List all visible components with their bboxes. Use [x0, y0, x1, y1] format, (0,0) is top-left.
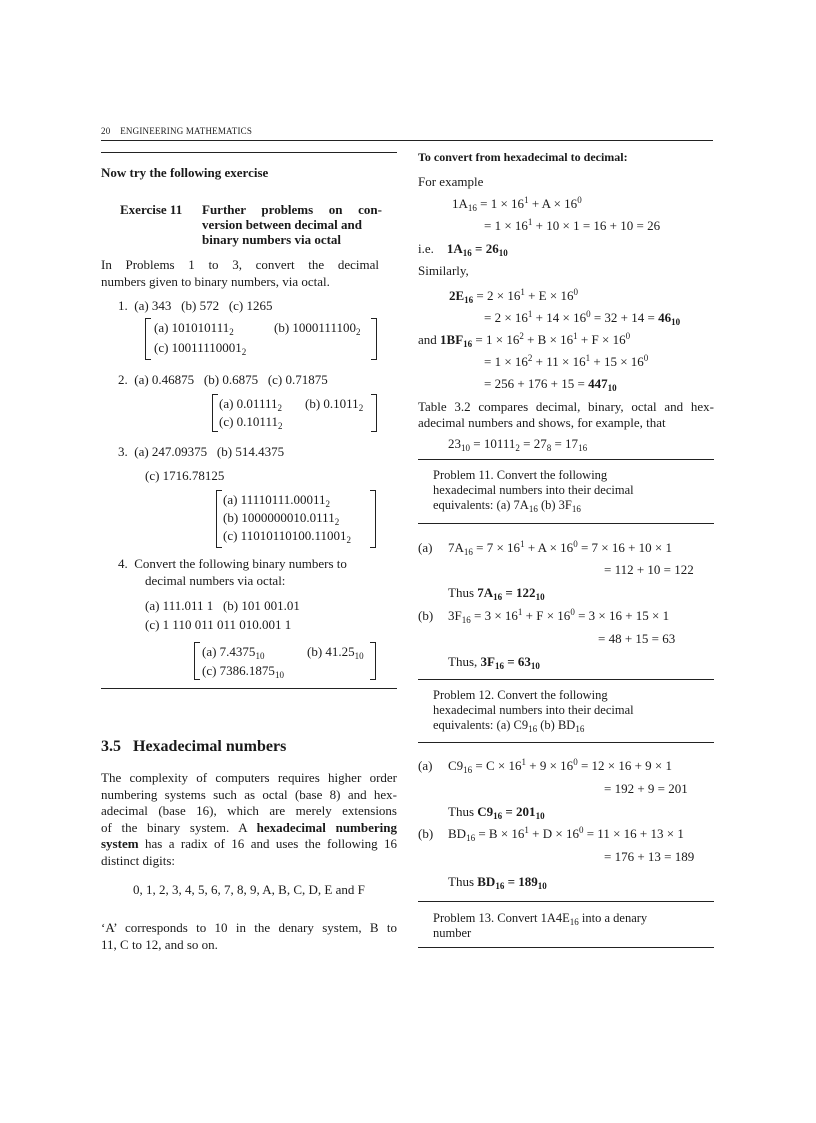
problem-11-bottom-rule [418, 523, 714, 524]
body-line: The complexity of computers requires higher order [101, 770, 397, 785]
equation-3f16-result: Thus, $3F_{16} = 63_{10}$ [448, 654, 540, 671]
running-title: ENGINEERING MATHEMATICS [120, 126, 253, 136]
answer-2b: (b) $0.1011_2$ [305, 396, 364, 413]
exercise-title-line: Further problems on con- [202, 202, 382, 217]
equation-bd16-result: Thus $BD_{16} = 189_{10}$ [448, 874, 547, 891]
equation-bd16: $BD_{16} = B \times 16^1 + D \times 16^0 = 11 \times 16 + 13 \times 1$ [448, 825, 684, 843]
exercise-problem-4: 4. Convert the following binary numbers to [118, 556, 347, 571]
equation-1bf16-result: = $256 + 176 + 15 = 447_{10}$ [484, 376, 617, 393]
answer-2c: (c) $0.10111_2$ [219, 414, 283, 431]
exercise-problem-3: 3. (a) 247.09375 (b) 514.4375 [118, 444, 285, 459]
answer-2a: (a) $0.01111_2$ [219, 396, 282, 413]
exercise-top-rule [101, 152, 397, 153]
answer-bracket-1 [145, 318, 377, 360]
problem-line: Problem 11. Convert the following [433, 468, 608, 482]
answer-bracket-3 [216, 490, 376, 548]
label-b: (b) [418, 608, 434, 623]
exercise-bottom-rule [101, 688, 397, 689]
convert-heading: To convert from hexadecimal to decimal: [418, 150, 628, 164]
body-line: ‘A’ corresponds to 10 in the denary system, B to [101, 920, 397, 935]
equation-2e16: $2E_{16} = 2 \times 16^1 + E \times 16^0$ [449, 287, 578, 305]
equation-bd16-step: = 176 + 13 = 189 [604, 849, 695, 864]
exercise-problem-4-line: decimal numbers via octal: [145, 573, 286, 588]
closing-paragraph [101, 920, 397, 953]
answer-4c: (c) $7386.1875_{10}$ [202, 663, 284, 680]
equation-c916: $C9_{16} = C \times 16^1 + 9 \times 16^0 = 12 \times 16 + 9 \times 1$ [448, 757, 673, 775]
problem-line: equivalents: (a) $7A_{16}$ (b) $3F_{16}$ [433, 498, 581, 514]
intro-line: numbers given to binary numbers, via octal. [101, 274, 330, 289]
section-title: Hexadecimal numbers [133, 738, 287, 755]
exercise-problem-2: 2. (a) 0.46875 (b) 0.6875 (c) 0.71875 [118, 372, 328, 387]
for-example: For example [418, 174, 484, 189]
page-number: 20 [101, 126, 111, 136]
equation-23-example: $23_{10} = 10111_2 = 27_8 = 17_{16}$ [448, 436, 588, 453]
section-body [101, 770, 397, 869]
exercise-title-line: binary numbers via octal [202, 232, 342, 247]
answer-1a: (a) $101010111_2$ [154, 320, 234, 337]
body-line: numbering systems such as octal (base 8) and hex- [101, 786, 397, 802]
label-a: (a) [418, 758, 433, 773]
exercise-label: Exercise 11 [120, 202, 183, 217]
problem-11-top-rule [418, 459, 714, 460]
problem-line: Problem 13. Convert $1A4E_{16}$ into a denary [433, 911, 648, 927]
equation-2e16-step: = $2 \times 16^1 + 14 \times 16^0 = 32 + 14 = 46_{10}$ [484, 309, 681, 327]
problem-13-bottom-rule [418, 947, 714, 948]
equation-1bf16: and $1BF_{16} = 1 \times 16^2 + B \times 16^1 + F \times 16^0$ [418, 331, 631, 349]
equation-3f16: $3F_{16} = 3 \times 16^1 + F \times 16^0 = 3 \times 16 + 15 \times 1$ [448, 607, 670, 625]
exercise-problem-4-line: (a) 111.011 1 (b) 101 001.01 [145, 598, 300, 613]
answer-4b: (b) $41.25_{10}$ [307, 644, 364, 661]
problem-12-bottom-rule [418, 742, 714, 743]
equation-3f16-step: = 48 + 15 = 63 [598, 631, 676, 646]
body-line: Table 3.2 compares decimal, binary, octal and hex- [418, 399, 714, 414]
body-line: system has a radix of 16 and uses the following 16 [101, 836, 397, 851]
equation-7a16: $7A_{16} = 7 \times 16^1 + A \times 16^0 = 7 \times 16 + 10 \times 1$ [448, 539, 673, 557]
problem-13-statement [433, 911, 703, 941]
problem-11-statement [433, 468, 703, 513]
answer-bracket-4 [194, 642, 376, 680]
equation-1a16-step: = $1 \times 16^1 + 10 \times 1 = 16 + 10 = 26$ [484, 217, 661, 233]
intro-line: In Problems 1 to 3, convert the decimal [101, 257, 379, 272]
equation-7a16-step: = 112 + 10 = 122 [604, 562, 694, 577]
running-header [101, 126, 252, 136]
answer-3a: (a) $11110111.00011_2$ [223, 492, 331, 509]
answer-1b: (b) $1000111100_2$ [274, 320, 361, 337]
similarly: Similarly, [418, 263, 469, 278]
problem-line: number [433, 926, 472, 940]
table-reference [418, 399, 714, 431]
equation-1bf16-step: = $1 \times 16^2 + 11 \times 16^1 + 15 \times 16^0$ [484, 353, 649, 369]
problem-line: equivalents: (a) $C9_{16}$ (b) $BD_{16}$ [433, 718, 585, 734]
exercise-heading: Now try the following exercise [101, 165, 269, 180]
body-line: adecimal numbers and shows, for example, that [418, 415, 666, 430]
exercise-intro [101, 256, 397, 290]
problem-13-top-rule [418, 901, 714, 902]
problem-12-top-rule [418, 679, 714, 680]
body-line: distinct digits: [101, 852, 176, 868]
section-heading [101, 738, 286, 756]
problem-line: hexadecimal numbers into their decimal [433, 483, 634, 497]
equation-7a16-result: Thus $7A_{16} = 122_{10}$ [448, 585, 545, 602]
problem-12-statement [433, 688, 703, 733]
equation-1a16: $1A_{16} = 1 \times 16^1 + A \times 16^0$ [452, 195, 582, 213]
exercise-title-line: version between decimal and [202, 217, 362, 232]
label-b: (b) [418, 826, 434, 841]
exercise-problem-4-line: (c) 1 110 011 011 010.001 1 [145, 617, 292, 632]
label-a: (a) [418, 540, 433, 555]
body-line: 11, C to 12, and so on. [101, 936, 218, 952]
exercise-problem-1: 1. (a) 343 (b) 572 (c) 1265 [118, 298, 273, 313]
answer-1c: (c) $10011110001_2$ [154, 340, 247, 357]
body-line: adecimal (base 16), which are merely extensions [101, 803, 397, 818]
problem-line: hexadecimal numbers into their decimal [433, 703, 634, 717]
section-number: 3.5 [101, 738, 121, 755]
answer-4a: (a) $7.4375_{10}$ [202, 644, 265, 661]
answer-3c: (c) $11010110100.11001_2$ [223, 528, 351, 545]
header-rule [101, 140, 713, 141]
exercise-problem-3c: (c) 1716.78125 [145, 468, 225, 483]
equation-1a16-result: i.e. $1A_{16} = 26_{10}$ [418, 241, 508, 258]
answer-3b: (b) $1000000010.0111_2$ [223, 510, 340, 527]
equation-c916-result: Thus $C9_{16} = 201_{10}$ [448, 804, 545, 821]
problem-line: Problem 12. Convert the following [433, 688, 608, 702]
exercise-title [202, 202, 382, 247]
answer-bracket-2 [212, 394, 377, 432]
equation-c916-step: = 192 + 9 = 201 [604, 781, 688, 796]
body-line: of the binary system. A hexadecimal numbering [101, 819, 397, 835]
hex-digits-list: 0, 1, 2, 3, 4, 5, 6, 7, 8, 9, A, B, C, D, E and F [133, 882, 365, 897]
